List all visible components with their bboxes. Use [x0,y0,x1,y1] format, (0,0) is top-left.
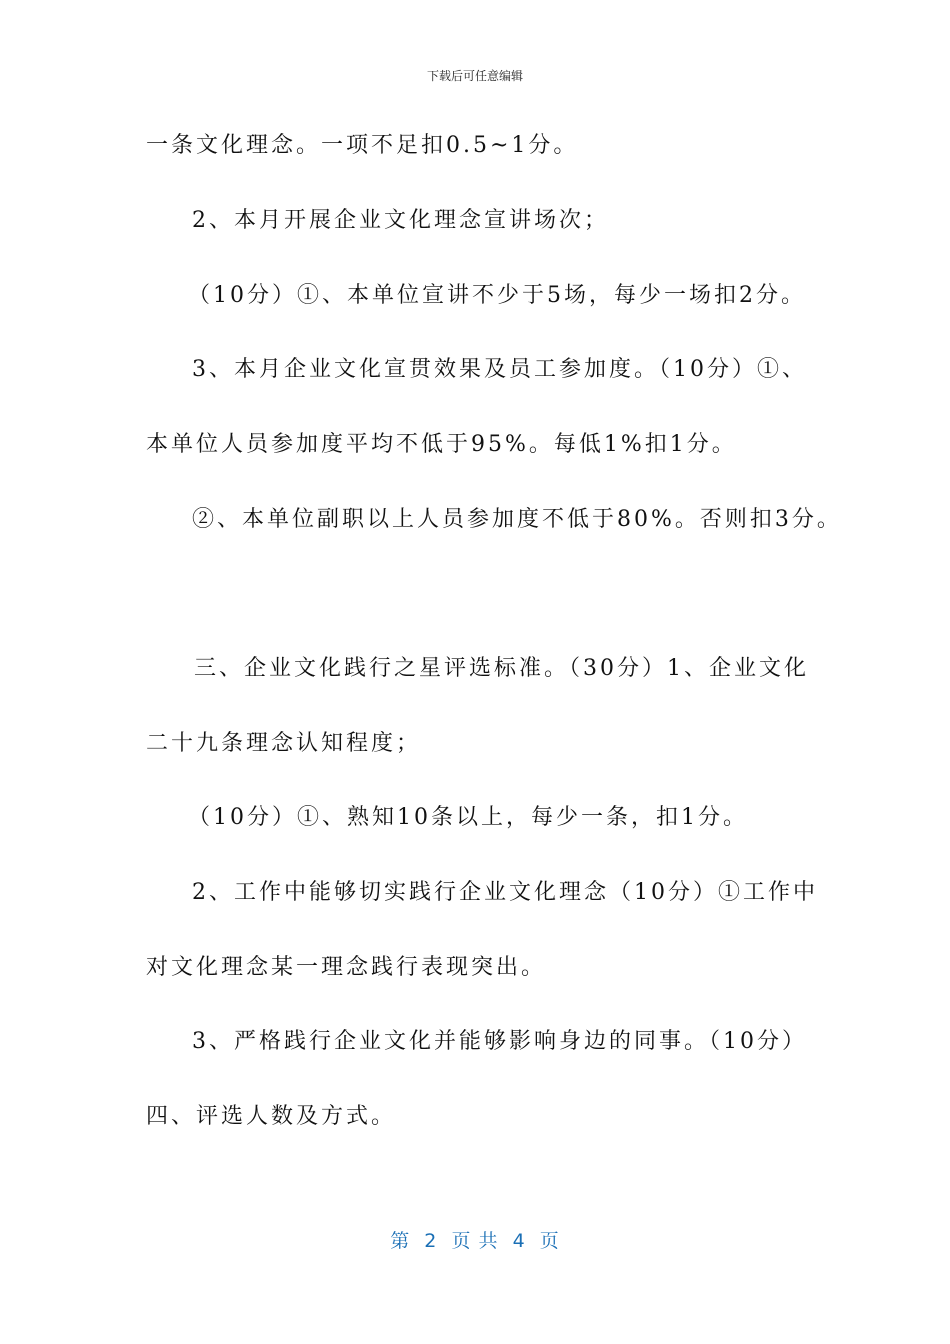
paragraph-line-4: 3、本月企业文化宣贯效果及员工参加度。（10分）①、 [192,357,807,382]
header-note: 下载后可任意编辑 [426,69,523,83]
paragraph-line-13: 四、评选人数及方式。 [146,1104,397,1129]
paragraph-line-1: 一条文化理念。一项不足扣0.5~1分。 [146,133,579,158]
paragraph-line-8: 二十九条理念认知程度； [146,731,422,756]
paragraph-line-7: 三、企业文化践行之星评选标准。（30分）1、企业文化 [194,656,809,681]
page-number-footer: 第 2 页 共 4 页 [390,1230,560,1252]
paragraph-line-6: ②、本单位副职以上人员参加度不低于80%。否则扣3分。 [192,507,842,532]
paragraph-line-11: 对文化理念某一理念践行表现突出。 [146,955,547,980]
paragraph-line-10: 2、工作中能够切实践行企业文化理念（10分）①工作中 [192,880,818,905]
paragraph-line-2: 2、本月开展企业文化理念宣讲场次； [192,208,609,233]
paragraph-line-9: （10分）①、熟知10条以上，每少一条，扣1分。 [188,805,748,830]
paragraph-line-12: 3、严格践行企业文化并能够影响身边的同事。（10分） [192,1029,807,1054]
paragraph-line-3: （10分）①、本单位宣讲不少于5场，每少一场扣2分。 [188,283,806,308]
paragraph-line-5: 本单位人员参加度平均不低于95%。每低1%扣1分。 [146,432,737,457]
